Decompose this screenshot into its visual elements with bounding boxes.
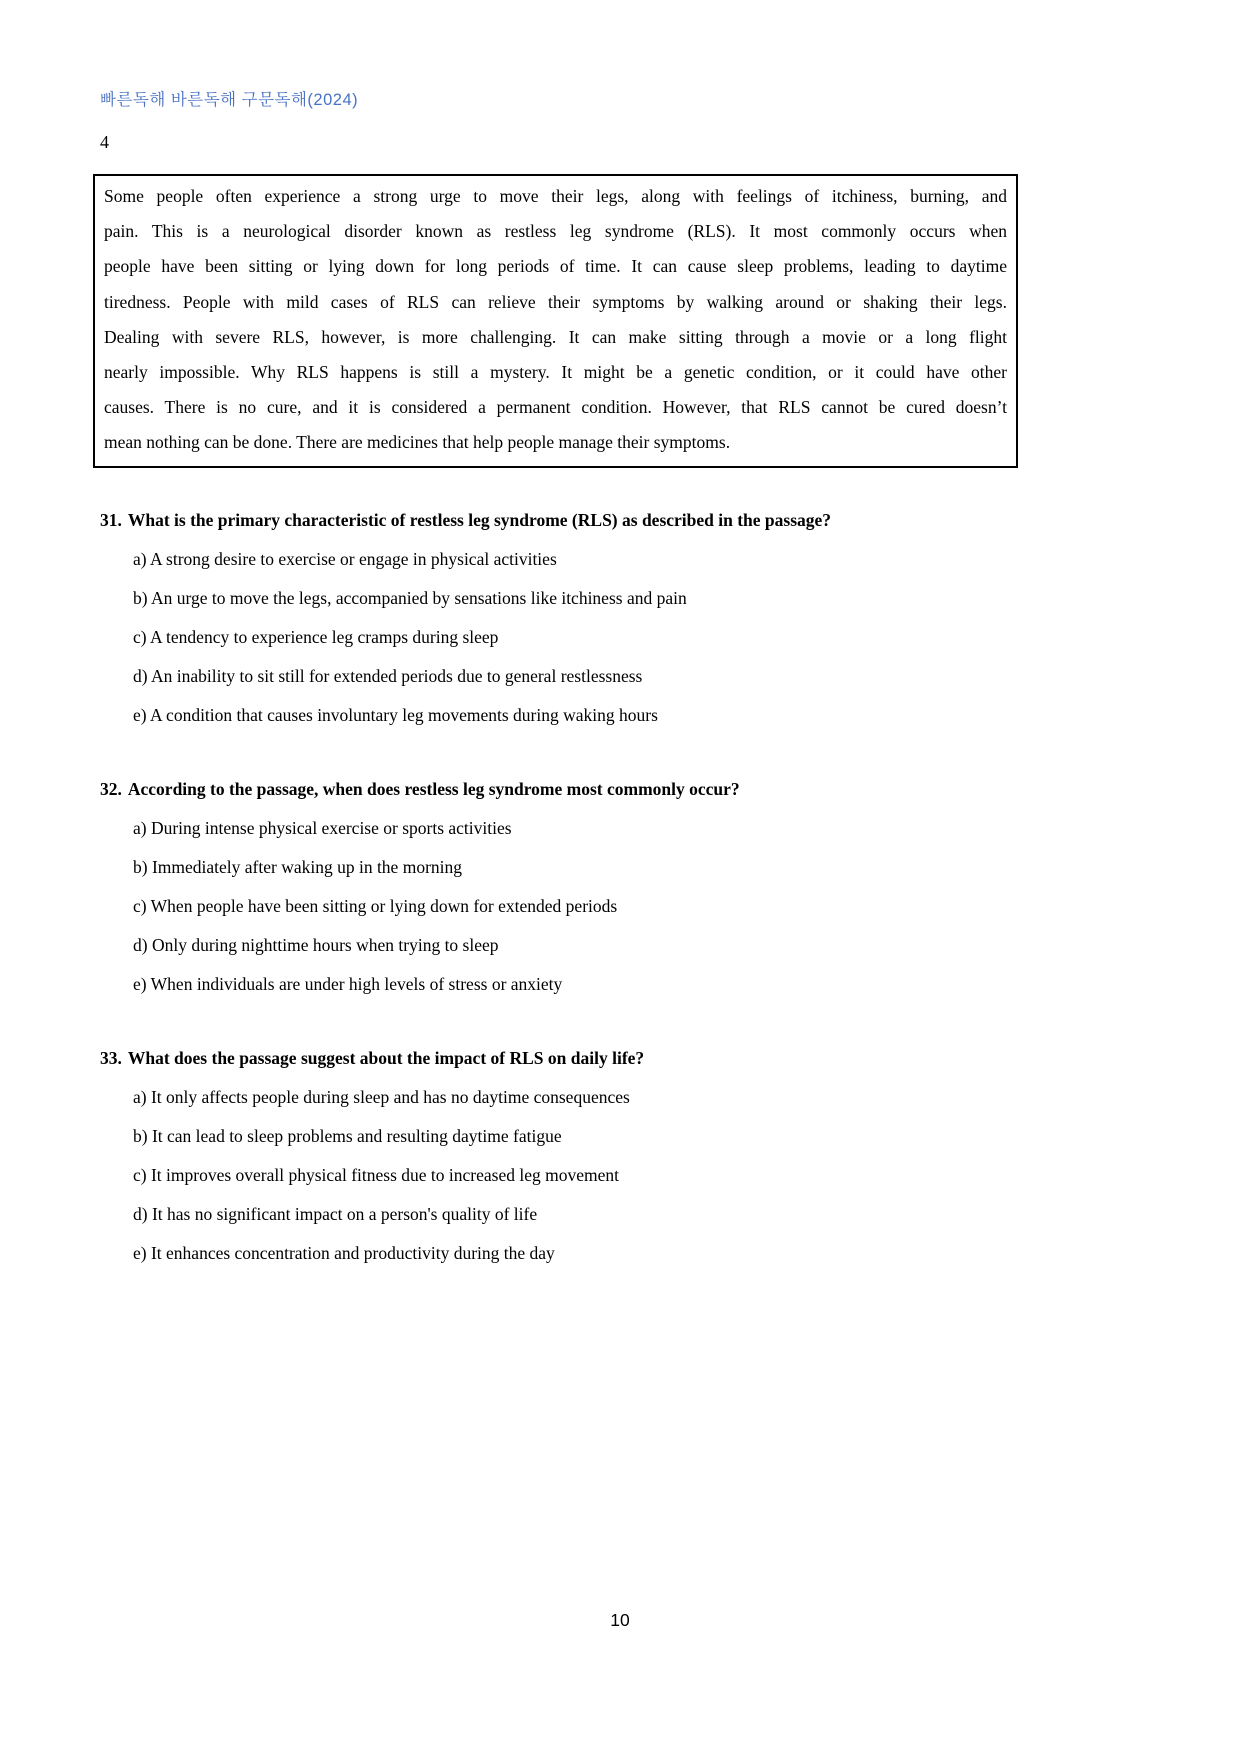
passage-line: Dealing with severe RLS, however, is more challenging. It can make sitting through a movie or a long flight — [104, 326, 1007, 347]
passage-line: nearly impossible. Why RLS happens is still a mystery. It might be a genetic condition, or it could have other — [104, 362, 1007, 383]
question-31-option-b: b) An urge to move the legs, accompanied by sensations like itchiness and pain — [133, 587, 687, 608]
question-31 — [100, 501, 1120, 735]
question-31-heading — [100, 501, 1120, 540]
question-31-number: 31. — [100, 509, 122, 530]
question-32 — [100, 770, 1120, 1004]
question-32-option-a: a) During intense physical exercise or sports activities — [133, 817, 512, 838]
question-31-option-a: a) A strong desire to exercise or engage in physical activities — [133, 548, 557, 569]
page-number: 10 — [610, 1610, 630, 1630]
question-32-text: According to the passage, when does restless leg syndrome most commonly occur? — [127, 778, 740, 799]
question-31-option-d: d) An inability to sit still for extended periods due to general restlessness — [133, 665, 643, 686]
passage-line: Some people often experience a strong urge to move their legs, along with feelings of itchiness, burning, and — [104, 186, 1007, 206]
question-32-option-c: c) When people have been sitting or lying down for extended periods — [133, 895, 618, 916]
passage-line: mean nothing can be done. There are medicines that help people manage their symptoms. — [104, 432, 731, 453]
passage-line: causes. There is no cure, and it is considered a permanent condition. However, that RLS cannot be cured doesn’t — [104, 397, 1007, 418]
question-33-option-b: b) It can lead to sleep problems and resulting daytime fatigue — [133, 1125, 562, 1146]
question-32-number: 32. — [100, 778, 122, 799]
passage-line: pain. This is a neurological disorder known as restless leg syndrome (RLS). It most commonly occurs when — [104, 221, 1007, 242]
question-33-option-d: d) It has no significant impact on a person's quality of life — [133, 1203, 538, 1224]
question-32-option-e: e) When individuals are under high levels of stress or anxiety — [133, 973, 563, 994]
passage-line: tiredness. People with mild cases of RLS can relieve their symptoms by walking around or shaking their legs. — [104, 291, 1007, 312]
question-31-option-e: e) A condition that causes involuntary leg movements during waking hours — [133, 704, 658, 725]
reading-passage-box — [93, 174, 1018, 468]
question-33-option-a: a) It only affects people during sleep and has no daytime consequences — [133, 1086, 630, 1107]
question-33-heading — [100, 1039, 1120, 1078]
passage-line: people have been sitting or lying down for long periods of time. It can cause sleep problems, leading to daytime — [104, 256, 1007, 277]
question-32-heading — [100, 770, 1120, 809]
question-33-text: What does the passage suggest about the impact of RLS on daily life? — [127, 1047, 645, 1068]
question-31-text: What is the primary characteristic of restless leg syndrome (RLS) as described in the passage? — [127, 509, 832, 530]
question-32-option-b: b) Immediately after waking up in the morning — [133, 856, 463, 877]
question-33 — [100, 1039, 1120, 1273]
question-32-option-d: d) Only during nighttime hours when trying to sleep — [133, 934, 499, 955]
question-33-option-e: e) It enhances concentration and productivity during the day — [133, 1242, 555, 1263]
passage-item-number: 4 — [100, 132, 109, 152]
question-33-number: 33. — [100, 1047, 122, 1068]
question-31-option-c: c) A tendency to experience leg cramps during sleep — [133, 626, 499, 647]
book-title: 빠른독해 바른독해 구문독해(2024) — [100, 91, 359, 109]
questions-section — [100, 501, 1120, 1273]
question-33-option-c: c) It improves overall physical fitness due to increased leg movement — [133, 1164, 619, 1185]
